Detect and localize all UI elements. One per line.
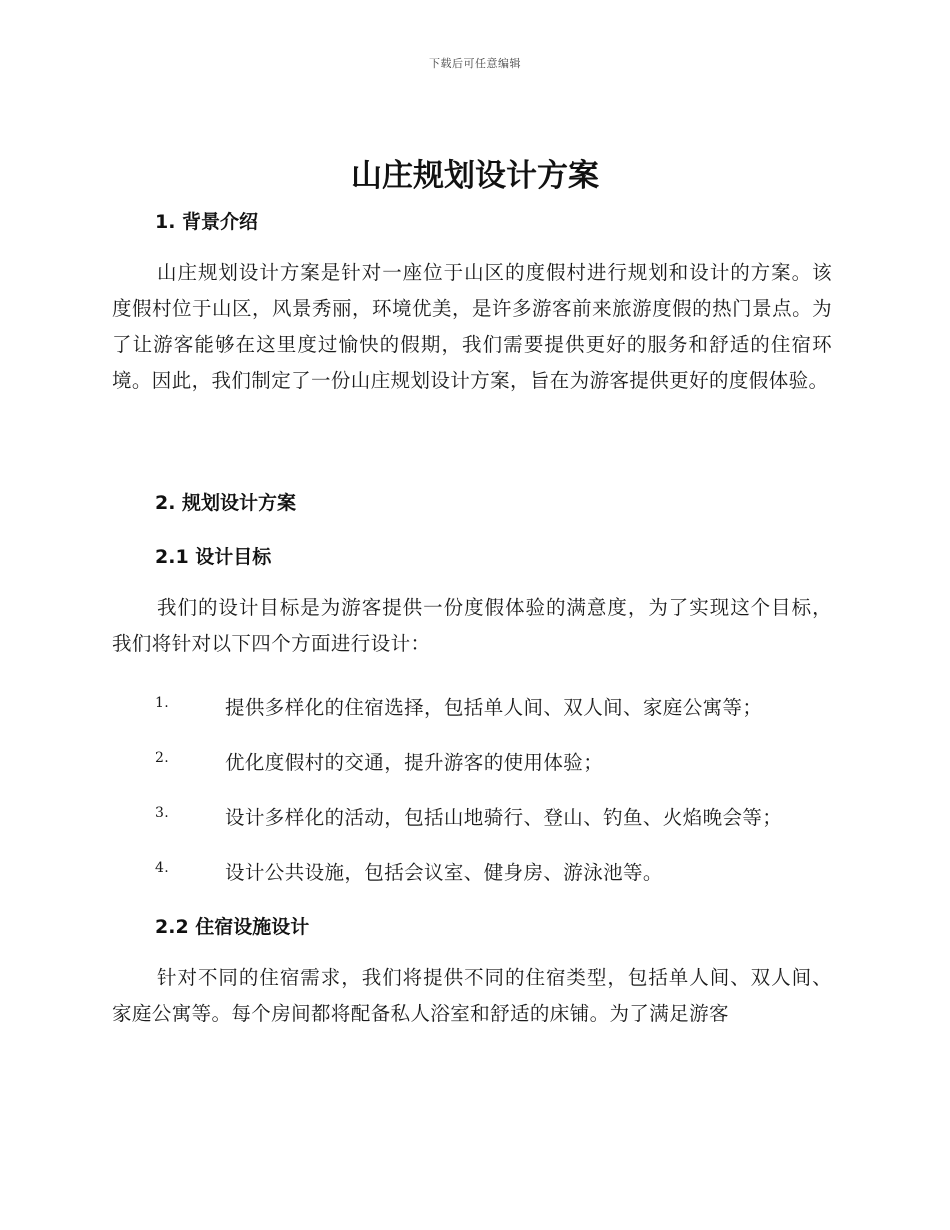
list-number: 3. [155,805,170,821]
list-text: 设计公共设施，包括会议室、健身房、游泳池等。 [225,861,663,884]
section-heading-goals: 2.1 设计目标 [155,546,272,568]
paragraph-goals: 我们的设计目标是为游客提供一份度假体验的满意度，为了实现这个目标，我们将针对以下四个方面进行设计： [112,596,832,655]
section-heading-plan: 2. 规划设计方案 [155,492,297,514]
list-text: 优化度假村的交通，提升游客的使用体验； [225,751,604,774]
list-text: 设计多样化的活动，包括山地骑行、登山、钓鱼、火焰晚会等； [225,806,783,829]
section-heading-lodging: 2.2 住宿设施设计 [155,916,310,938]
paragraph-background: 山庄规划设计方案是针对一座位于山区的度假村进行规划和设计的方案。该度假村位于山区，风景秀丽，环境优美，是许多游客前来旅游度假的热门景点。为了让游客能够在这里度过愉快的假期，我们需要提供更好的服务和舒适的住宿环境。因此，我们制定了一份山庄规划设计方案，旨在为游客提供更好的度假体验。 [112,261,832,392]
paragraph-lodging: 针对不同的住宿需求，我们将提供不同的住宿类型，包括单人间、双人间、家庭公寓等。每个房间都将配备私人浴室和舒适的床铺。为了满足游客 [112,966,832,1025]
list-item [155,802,835,832]
list-number: 4. [155,860,170,876]
list-number: 1. [155,695,170,711]
document-title: 山庄规划设计方案 [351,158,599,194]
list-item [155,747,835,777]
list-item [155,857,835,887]
header-note: 下载后可任意编辑 [429,57,521,70]
list-text: 提供多样化的住宿选择，包括单人间、双人间、家庭公寓等； [225,696,763,719]
list-number: 2. [155,750,170,766]
section-heading-background: 1. 背景介绍 [155,211,259,233]
list-item [155,692,835,722]
